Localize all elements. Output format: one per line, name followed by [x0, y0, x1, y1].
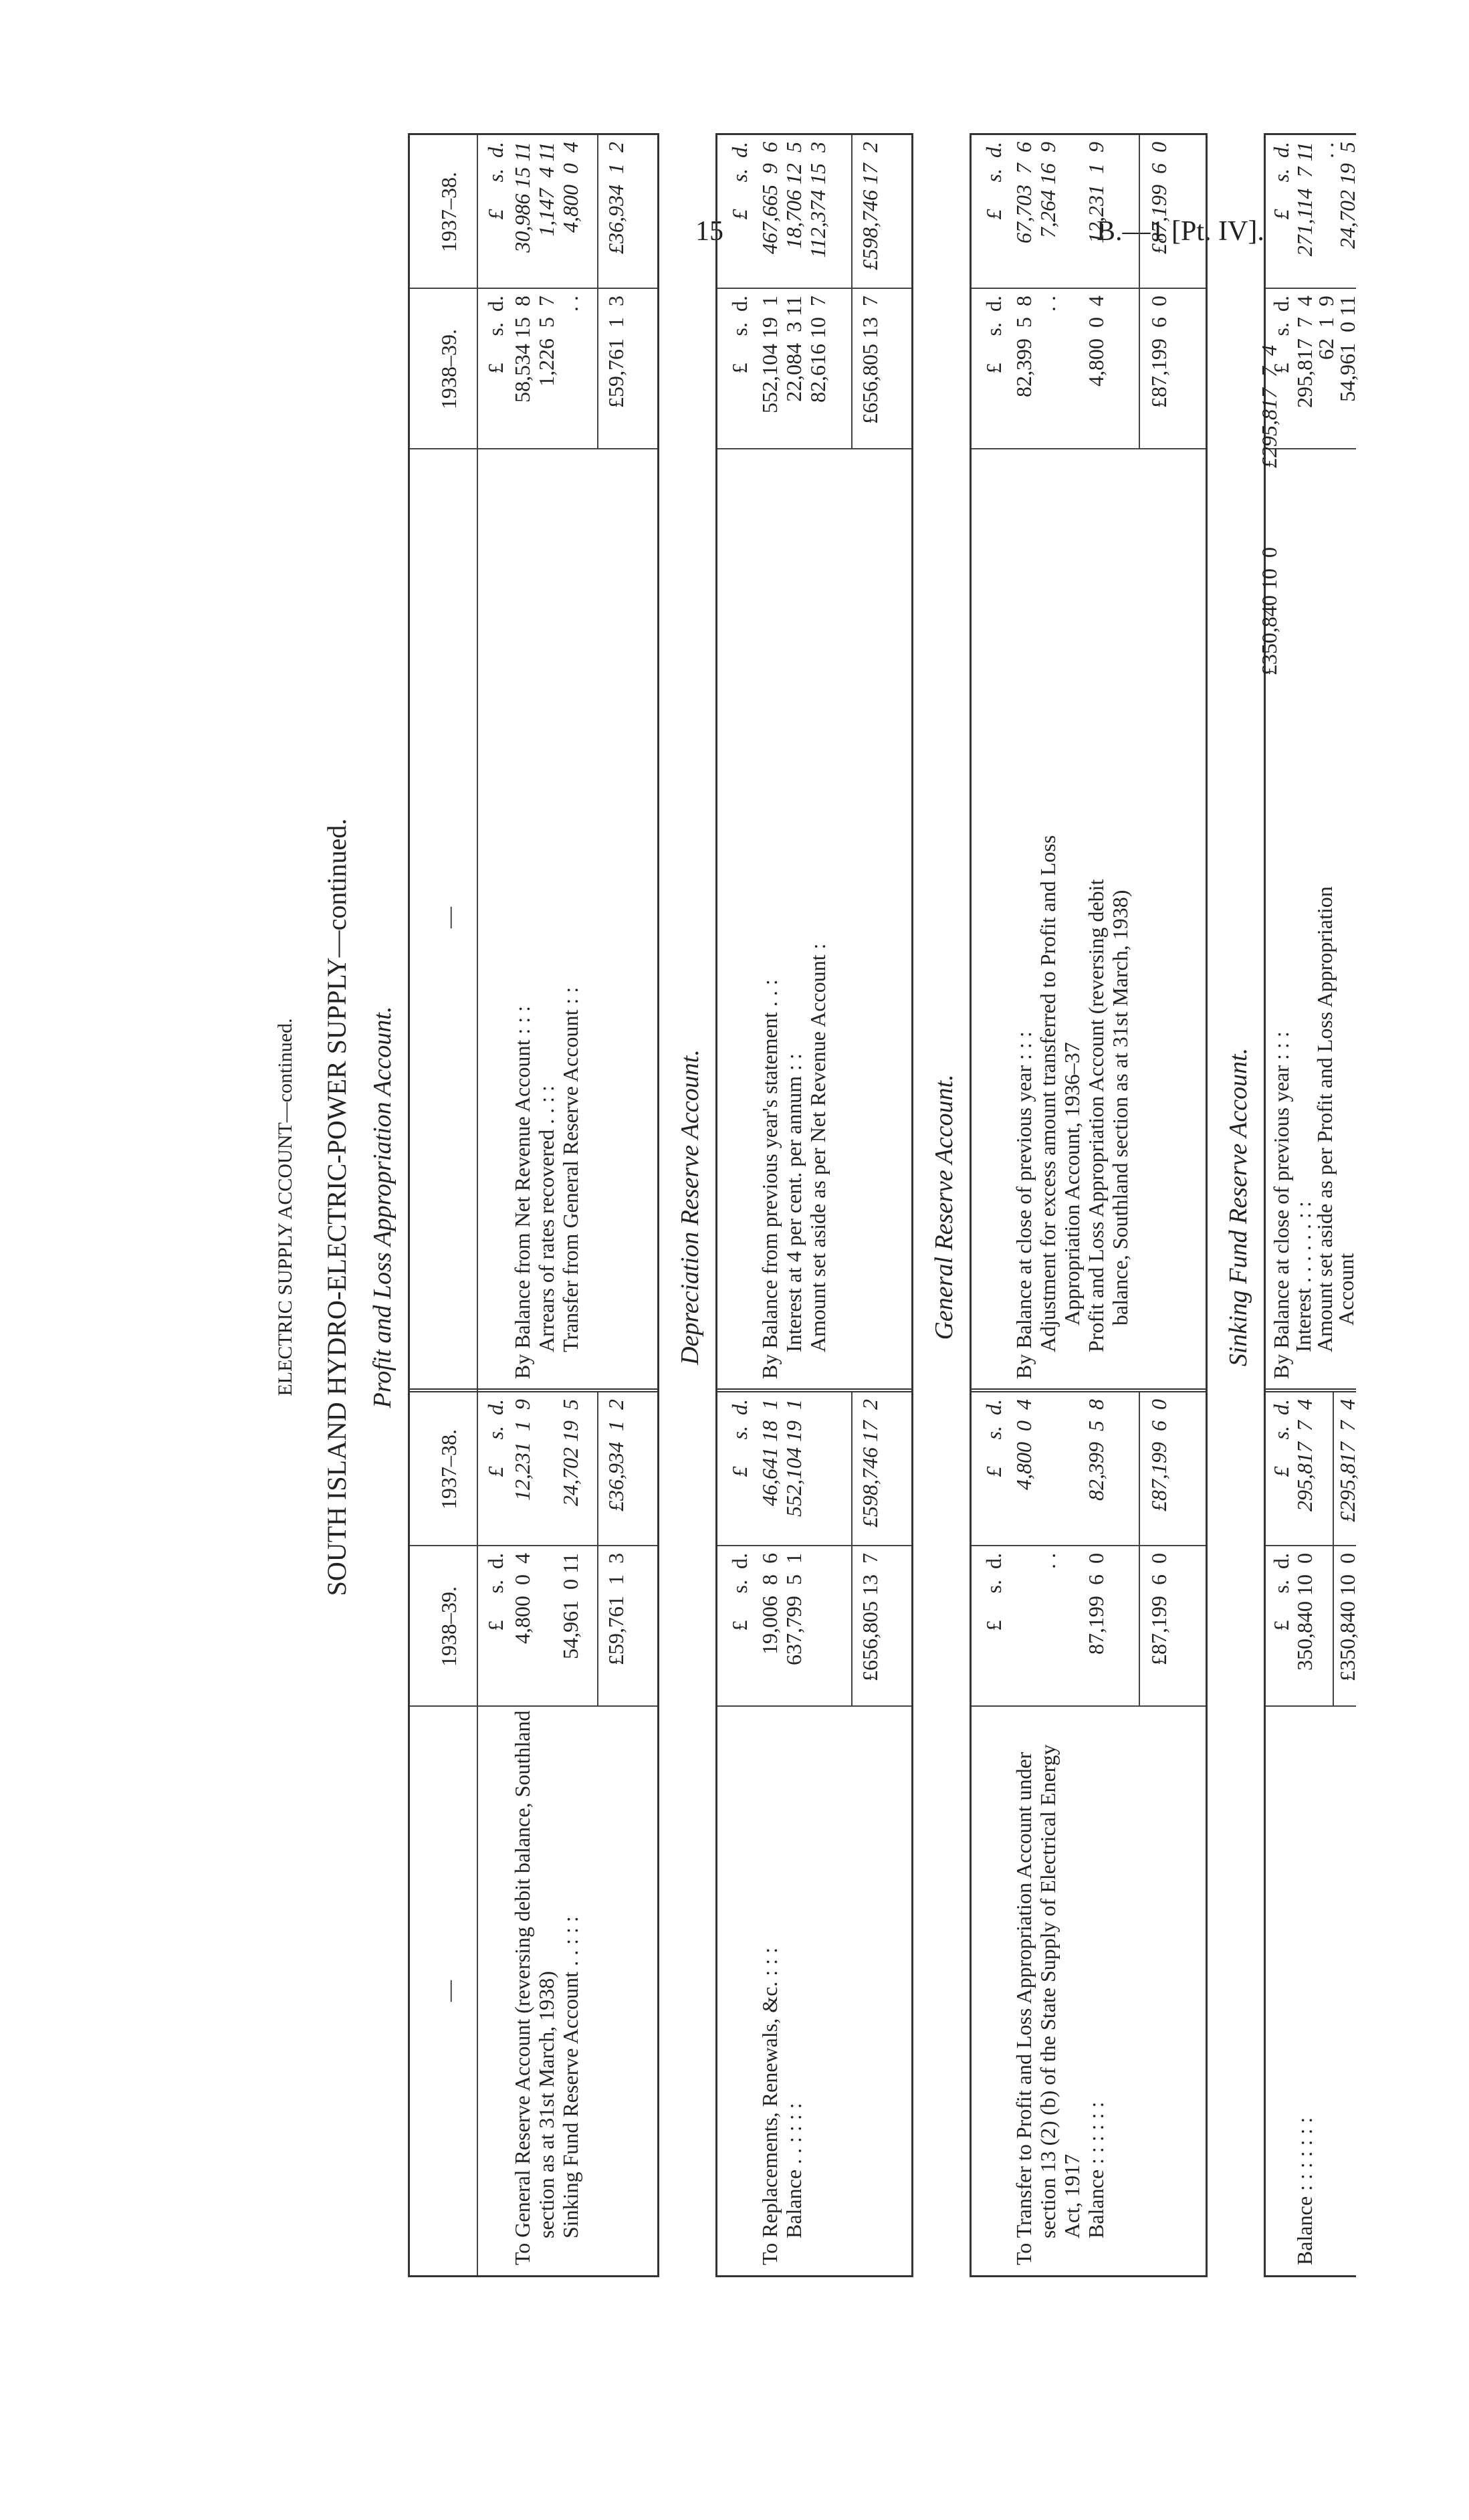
- amount: 552,104 19 1: [782, 1399, 806, 1517]
- total: £87,199 6 0: [1147, 1553, 1171, 1665]
- total: £350,840 10 0: [1335, 1553, 1359, 1681]
- credit-item-cont: Appropriation Account, 1936–37: [1060, 1042, 1084, 1326]
- amount: 1,147 4 11: [534, 142, 558, 237]
- total-rule: [597, 135, 598, 449]
- units: £ s. d.: [483, 142, 507, 220]
- amount: 552,104 19 1: [758, 296, 782, 413]
- total: £87,199 6 0: [1147, 296, 1171, 408]
- amount: 62 1 9: [1314, 296, 1338, 360]
- amount: 18,706 12 5: [782, 142, 806, 249]
- total: £59,761 1 3: [604, 296, 628, 408]
- total-rule: [597, 1392, 598, 1707]
- page-reference: B.—1 [Pt. IV].: [1097, 216, 1264, 247]
- total: £598,746 17 2: [858, 142, 882, 270]
- amount: 350,840 10 0: [1292, 1553, 1317, 1671]
- header-rule: [477, 135, 478, 2275]
- amount: 637,799 5 1: [782, 1553, 806, 1665]
- total: £350,840 10 0: [1257, 547, 1281, 675]
- amount: 46,641 18 1: [758, 1399, 782, 1506]
- amount: 4,800 0 4: [558, 142, 582, 233]
- units: £ s. d.: [727, 1553, 752, 1631]
- total: £87,199 6 0: [1147, 1399, 1171, 1511]
- units: £ s. d.: [982, 296, 1006, 374]
- depreciation-title: Depreciation Reserve Account.: [676, 1049, 704, 1365]
- amount: 54,961 0 11: [558, 1553, 582, 1659]
- amount: 4,800 0 4: [1012, 1399, 1036, 1490]
- debit-item: Balance . . : : : :: [782, 2103, 806, 2238]
- units: £ s. d.: [1269, 142, 1293, 220]
- total: £656,805 13 7: [858, 296, 882, 424]
- units: £ s. d.: [982, 1399, 1006, 1477]
- credit-item: By Balance from Net Revenue Account : : :: [510, 1005, 534, 1379]
- credit-item: Adjustment for excess amount transferred to Profit and Loss: [1036, 835, 1060, 1352]
- amount: 7,264 16 9: [1036, 142, 1060, 238]
- total: £295,817 7 4: [1257, 345, 1281, 468]
- credit-item: By Balance at close of previous year : : :: [1269, 1031, 1293, 1379]
- credit-item: Amount set aside as per Net Revenue Account :: [806, 943, 830, 1352]
- units: £ s. d.: [483, 1399, 507, 1477]
- amount: 54,961 0 11: [1335, 296, 1359, 402]
- debit-item: Sinking Fund Reserve Account . . : : :: [558, 1916, 582, 2238]
- depreciation-table: [715, 133, 913, 2277]
- units: £ s. d.: [1269, 1553, 1293, 1631]
- debit-item-cont: section 13 (2) (b) of the State Supply of Electrical Energy: [1036, 1744, 1060, 2238]
- debit-item: Balance : : : : : : :: [1292, 2117, 1317, 2265]
- credit-item-cont: balance, Southland section as at 31st March, 1938): [1108, 889, 1132, 1326]
- head-dash: —: [437, 907, 461, 928]
- amount: . .: [1036, 1553, 1060, 1569]
- sinking-fund-credit-totals: [1257, 301, 1297, 769]
- units: £ s. d.: [1269, 1399, 1293, 1477]
- head-1938: 1938–39.: [437, 329, 461, 409]
- debit-item: To Transfer to Profit and Loss Appropriation Account under: [1012, 1752, 1036, 2265]
- head-dash: —: [437, 1980, 461, 2002]
- debit-item-cont: Act, 1917: [1060, 2154, 1084, 2238]
- amount: 4,800 0 4: [510, 1553, 534, 1644]
- units: £ s. d.: [727, 1399, 752, 1477]
- units: £ s. d.: [483, 296, 507, 374]
- credit-item: By Balance at close of previous year : : :: [1012, 1031, 1036, 1379]
- debit-item: Balance : : : : : :: [1084, 2101, 1108, 2238]
- total: £36,934 1 2: [604, 142, 628, 254]
- total-rule: [1333, 1392, 1334, 1707]
- credit-item: Transfer from General Reserve Account : :: [558, 986, 582, 1352]
- rotated-table-page: [167, 100, 1357, 2314]
- total: £295,817 7 4: [1335, 1399, 1359, 1522]
- units: £ s. d.: [727, 296, 752, 374]
- amount: 1,226 5 7: [534, 296, 558, 387]
- mid-double-rule: [717, 1388, 911, 1392]
- amount: 24,702 19 5: [558, 1399, 582, 1506]
- units: £ s. d.: [1269, 296, 1293, 374]
- amount: 295,817 7 4: [1292, 1399, 1317, 1511]
- units: £ s. d.: [727, 142, 752, 220]
- amount: 4,800 0 4: [1084, 296, 1108, 387]
- amount: 67,703 7 6: [1012, 142, 1036, 243]
- head-1937: 1937–38.: [437, 1429, 461, 1509]
- total-rule: [851, 1392, 853, 1707]
- amount: 467,665 9 6: [758, 142, 782, 254]
- profit-loss-title: Profit and Loss Appropriation Account.: [368, 1006, 397, 1408]
- amount: 82,399 5 8: [1012, 296, 1036, 397]
- amount: 112,374 15 3: [806, 142, 830, 258]
- amount: 12,231 1 9: [1084, 142, 1108, 243]
- total: £87,199 6 0: [1147, 142, 1171, 254]
- total-rule: [851, 135, 853, 449]
- amount: . .: [558, 296, 582, 312]
- profit-loss-table: [408, 133, 659, 2277]
- debit-item-cont: section as at 31st March, 1938): [534, 1971, 558, 2238]
- total-rule: [1139, 135, 1140, 449]
- debit-item: To General Reserve Account (reversing debit balance, Southland: [510, 1710, 534, 2265]
- general-reserve-table: [970, 133, 1208, 2277]
- amount: 19,006 8 6: [758, 1553, 782, 1655]
- amount: 24,702 19 5: [1335, 142, 1359, 249]
- units: £ s. d.: [982, 142, 1006, 220]
- page-number: 15: [695, 216, 723, 247]
- credit-item: Amount set aside as per Profit and Loss Appropriation: [1313, 886, 1337, 1352]
- mid-double-rule: [972, 1388, 1206, 1392]
- units: £ s. d.: [982, 1553, 1006, 1631]
- head-1938: 1938–39.: [437, 1586, 461, 1667]
- mid-double-rule: [1266, 1388, 1356, 1392]
- head-1937: 1937–38.: [437, 172, 461, 252]
- total: £36,934 1 2: [604, 1399, 628, 1511]
- credit-item-cont: Account: [1334, 1253, 1358, 1326]
- sinking-fund-title: Sinking Fund Reserve Account.: [1224, 1047, 1252, 1367]
- credit-item: Interest at 4 per cent. per annum : :: [782, 1053, 806, 1352]
- amount: 295,817 7 4: [1292, 296, 1317, 408]
- amount: 82,616 10 7: [806, 296, 830, 403]
- debit-item: To Replacements, Renewals, &c. : : :: [758, 1948, 782, 2265]
- credit-item: Interest . . . . . . : :: [1291, 1201, 1315, 1352]
- total-rule: [1139, 1392, 1140, 1707]
- amount: 22,084 3 11: [782, 296, 806, 402]
- credit-item: Arrears of rates recovered . . : :: [534, 1085, 558, 1352]
- header-line-1: ELECTRIC SUPPLY ACCOUNT—continued.: [274, 1018, 296, 1396]
- amount: 87,199 6 0: [1084, 1553, 1108, 1655]
- header-line-2: SOUTH ISLAND HYDRO-ELECTRIC-POWER SUPPLY—continued.: [322, 818, 352, 1596]
- total: £59,761 1 3: [604, 1553, 628, 1665]
- amount: 12,231 1 9: [510, 1399, 534, 1501]
- units: £ s. d.: [483, 1553, 507, 1631]
- amount: 271,114 7 11: [1292, 142, 1317, 257]
- total: £656,805 13 7: [858, 1553, 882, 1681]
- amount: . .: [1314, 142, 1338, 158]
- general-reserve-title: General Reserve Account.: [930, 1074, 958, 1340]
- credit-item: By Balance from previous year's statement . . :: [758, 979, 782, 1379]
- total: £598,746 17 2: [858, 1399, 882, 1528]
- amount: 58,534 15 8: [510, 296, 534, 403]
- credit-item: Profit and Loss Appropriation Account (reversing debit: [1084, 879, 1108, 1352]
- amount: . .: [1036, 296, 1060, 312]
- amount: 82,399 5 8: [1084, 1399, 1108, 1501]
- amount: 30,986 15 11: [510, 142, 534, 253]
